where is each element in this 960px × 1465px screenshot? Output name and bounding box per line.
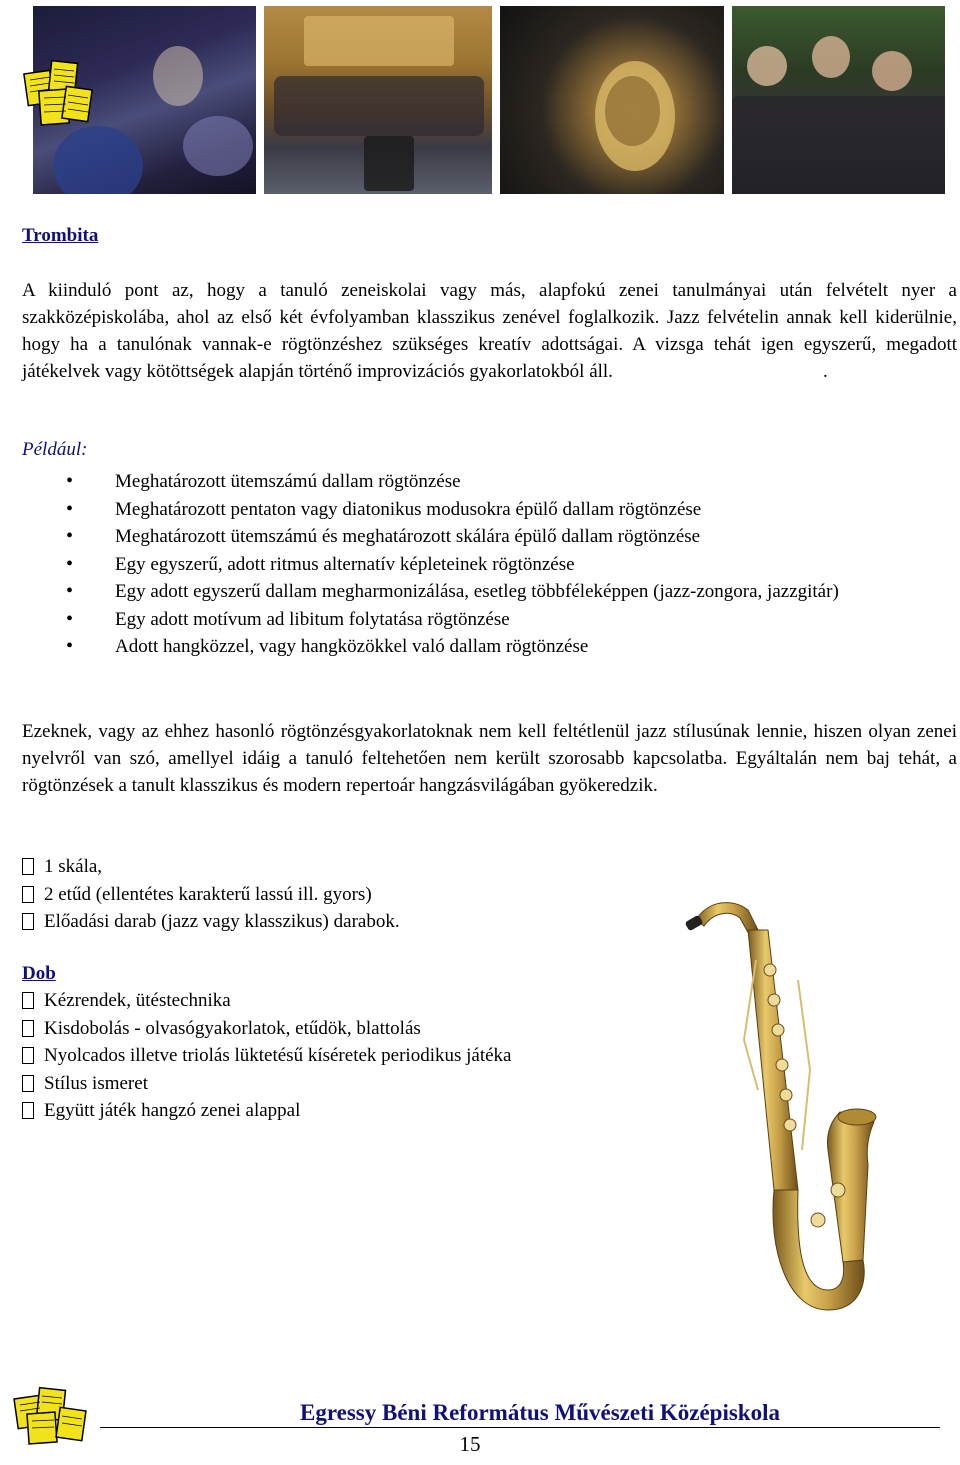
examples-list xyxy=(22,468,922,661)
checkbox-icon xyxy=(22,913,34,930)
school-name: Egressy Béni Református Művészeti Középiskola xyxy=(300,1400,780,1425)
list-item: • Egy egyszerű, adott ritmus alternatív képleteinek rögtönzése xyxy=(22,551,922,579)
tuba-player-photo xyxy=(500,6,723,194)
dob-requirements-list xyxy=(22,987,511,1125)
students-outdoor-photo xyxy=(732,6,945,194)
list-item: • Meghatározott ütemszámú és meghatározott skálára épülő dallam rögtönzése xyxy=(22,523,922,551)
checkbox-icon xyxy=(22,1075,34,1092)
list-item: Stílus ismeret xyxy=(22,1070,511,1098)
checkbox-icon xyxy=(22,886,34,903)
checkbox-icon xyxy=(22,992,34,1009)
list-item: • Adott hangközzel, vagy hangközökkel való dallam rögtönzése xyxy=(22,633,922,661)
checkbox-icon xyxy=(22,858,34,875)
list-item: 1 skála, xyxy=(22,853,400,881)
list-item: • Egy adott egyszerű dallam megharmonizálása, esetleg többféleképpen (jazz-zongora, jazzgitár) xyxy=(22,578,922,606)
list-item: Kisdobolás - olvasógyakorlatok, etűdök, blattolás xyxy=(22,1015,511,1043)
checkbox-icon xyxy=(22,1020,34,1037)
saxophone-icon xyxy=(678,890,878,1330)
footer-divider xyxy=(100,1427,940,1428)
list-item: Előadási darab (jazz vagy klasszikus) darabok. xyxy=(22,908,400,936)
section-heading-dob: Dob xyxy=(22,963,56,984)
checkbox-icon xyxy=(22,1102,34,1119)
choir-photo xyxy=(264,6,492,194)
checkbox-icon xyxy=(22,1047,34,1064)
list-item: Nyolcados illetve triolás lüktetésű kíséretek periodikus játéka xyxy=(22,1042,511,1070)
list-item: • Meghatározott ütemszámú dallam rögtönzése xyxy=(22,468,922,496)
list-item: Kézrendek, ütéstechnika xyxy=(22,987,511,1015)
examples-label: Például: xyxy=(22,439,88,460)
intro-paragraph: A kiinduló pont az, hogy a tanuló zeneiskolai vagy más, alapfokú zenei tanulmányai után felvételt nyer a szakközépiskolába, ahol az első két évfolyamban klasszikus zenével foglalkozik. Jazz felvételin annak kell kiderülnie, hogy ha a tanulónak vannak-e rögtönzéshez szükséges kreatív adottságai. A vizsga tehát igen egyszerű, megadott játékelvek vagy kötöttségek alapján történő improvizációs gyakorlatokból áll. . xyxy=(22,280,957,382)
section-heading-trombita: Trombita xyxy=(22,225,99,246)
style-paragraph: Ezeknek, vagy az ehhez hasonló rögtönzésgyakorlatoknak nem kell feltétlenül jazz stílusúnak lennie, hiszen olyan zenei nyelvről van szó, amellyel idáig a tanuló feltehetően nem került szorosabb kapcsolatba. Egyáltalán nem baj tehát, a rögtönzések a tanult klasszikus és modern repertoár hangzásvilágában gyökeredzik. xyxy=(22,721,957,796)
trombita-requirements-list xyxy=(22,853,400,936)
page-number: 15 xyxy=(459,1432,481,1456)
list-item: • Egy adott motívum ad libitum folytatása rögtönzése xyxy=(22,606,922,634)
header-photo-strip xyxy=(33,6,945,194)
list-item: 2 etűd (ellentétes karakterű lassú ill. gyors) xyxy=(22,881,400,909)
list-item: Együtt játék hangzó zenei alappal xyxy=(22,1097,511,1125)
music-sheets-logo-icon xyxy=(22,58,94,130)
list-item: • Meghatározott pentaton vagy diatonikus modusokra épülő dallam rögtönzése xyxy=(22,496,922,524)
